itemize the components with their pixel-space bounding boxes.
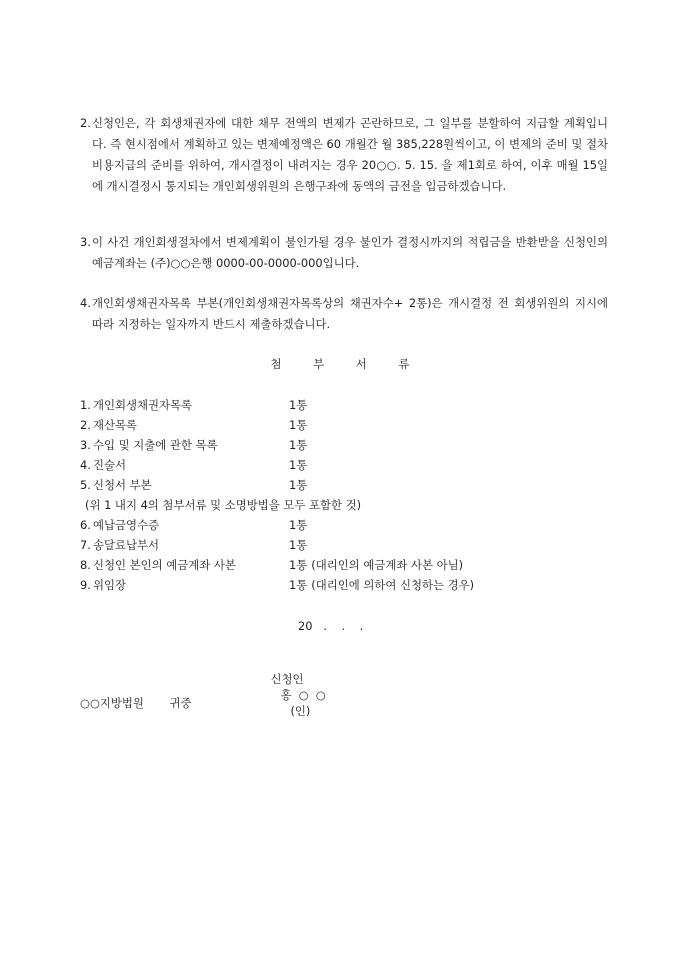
attachment-number: 6. xyxy=(80,518,91,532)
court-name: ○○지방법원 xyxy=(80,696,144,710)
court-suffix: 귀중 xyxy=(169,696,192,710)
attachment-count: 1통 xyxy=(289,558,308,572)
attachment-name: 개인회생채권자목록 xyxy=(93,398,193,412)
attachment-number: 3. xyxy=(80,438,91,452)
attachment-number: 9. xyxy=(80,578,91,592)
attachment-item xyxy=(80,575,474,595)
signature-label: 신청인 xyxy=(270,672,304,686)
attachment-number: 2. xyxy=(80,418,91,432)
paragraph-4 xyxy=(80,293,608,335)
attachment-note: (대리인에 의하여 신청하는 경우) xyxy=(311,578,475,592)
attachment-count: 1통 xyxy=(289,538,308,552)
signature-name: 홍 ○ ○ xyxy=(280,688,326,702)
signature-seal: (인) xyxy=(290,704,311,718)
attachment-count: 1통 xyxy=(289,458,308,472)
paragraph-3 xyxy=(80,232,608,274)
attachment-name: 위임장 xyxy=(93,578,127,592)
attachment-number: 5. xyxy=(80,478,91,492)
paragraph-text: 신청인은, 각 회생채권자에 대한 채무 전액의 변제가 곤란하므로, 그 일부를 분할하여 지급할 계획입니다. 즉 현시점에서 계획하고 있는 변제예정액은 60 개월간 월 385,228원씩이고, 이 변제의 준비 및 절차비용지급의 준비를 위하여, 개시결정이 내려지는 경우 20○○. 5. 15. 을 제1회로 하여, 이후 매월 15일에 개시결정시 통지되는 개인회생위원의 은행구좌에 동액의 금전을 입금하겠습니다. xyxy=(92,116,608,193)
attachment-count: 1통 xyxy=(289,398,308,412)
paragraph-number: 4. xyxy=(80,296,91,310)
attachment-item xyxy=(80,455,307,475)
attachment-item xyxy=(80,555,463,575)
attachment-name: 신청인 본인의 예금계좌 사본 xyxy=(93,558,236,572)
attachment-number: 4. xyxy=(80,458,91,472)
attachment-number: 7. xyxy=(80,538,91,552)
signature-line xyxy=(256,657,326,733)
attachment-item xyxy=(80,435,307,455)
court-addressee xyxy=(80,695,192,711)
attachment-name: 신청서 부본 xyxy=(93,478,152,492)
attachment-number: 8. xyxy=(80,558,91,572)
attachment-count: 1통 xyxy=(289,478,308,492)
paragraph-text: 이 사건 개인회생절차에서 변제계획이 불인가될 경우 불인가 결정시까지의 적립금을 반환받을 신청인의 예금계좌는 (주)○○은행 0000-00-0000-000입니다. xyxy=(92,235,608,270)
attachment-subnote: (위 1 내지 4의 첨부서류 및 소명방법을 모두 포함한 것) xyxy=(85,498,362,512)
paragraph-text: 개인회생채권자목록 부본(개인회생채권자목록상의 채권자수+ 2통)은 개시결정 전 회생위원의 지시에 따라 지정하는 일자까지 반드시 제출하겠습니다. xyxy=(92,296,608,331)
attachment-number: 1. xyxy=(80,398,91,412)
attachment-name: 재산목록 xyxy=(93,418,138,432)
attachment-item xyxy=(80,415,307,435)
attachment-item xyxy=(80,475,307,495)
attachment-name: 송달료납부서 xyxy=(93,538,160,552)
attachment-name: 예납금영수증 xyxy=(93,518,160,532)
attachments-heading: 첨 부 서 류 xyxy=(270,357,424,371)
attachment-count: 1통 xyxy=(289,518,308,532)
paragraph-number: 2. xyxy=(80,116,91,130)
paragraph-number: 3. xyxy=(80,235,91,249)
attachment-item xyxy=(80,395,307,415)
attachment-count: 1통 xyxy=(289,438,308,452)
date-line: 20 . . . xyxy=(298,619,364,633)
attachment-count: 1통 xyxy=(289,578,308,592)
attachment-item xyxy=(80,515,307,535)
attachment-item xyxy=(80,535,307,555)
paragraph-2 xyxy=(80,113,608,197)
attachment-count: 1통 xyxy=(289,418,308,432)
attachment-name: 진술서 xyxy=(93,458,127,472)
attachment-name: 수입 및 지출에 관한 목록 xyxy=(93,438,218,452)
attachment-note: (대리인의 예금계좌 사본 아님) xyxy=(311,558,464,572)
